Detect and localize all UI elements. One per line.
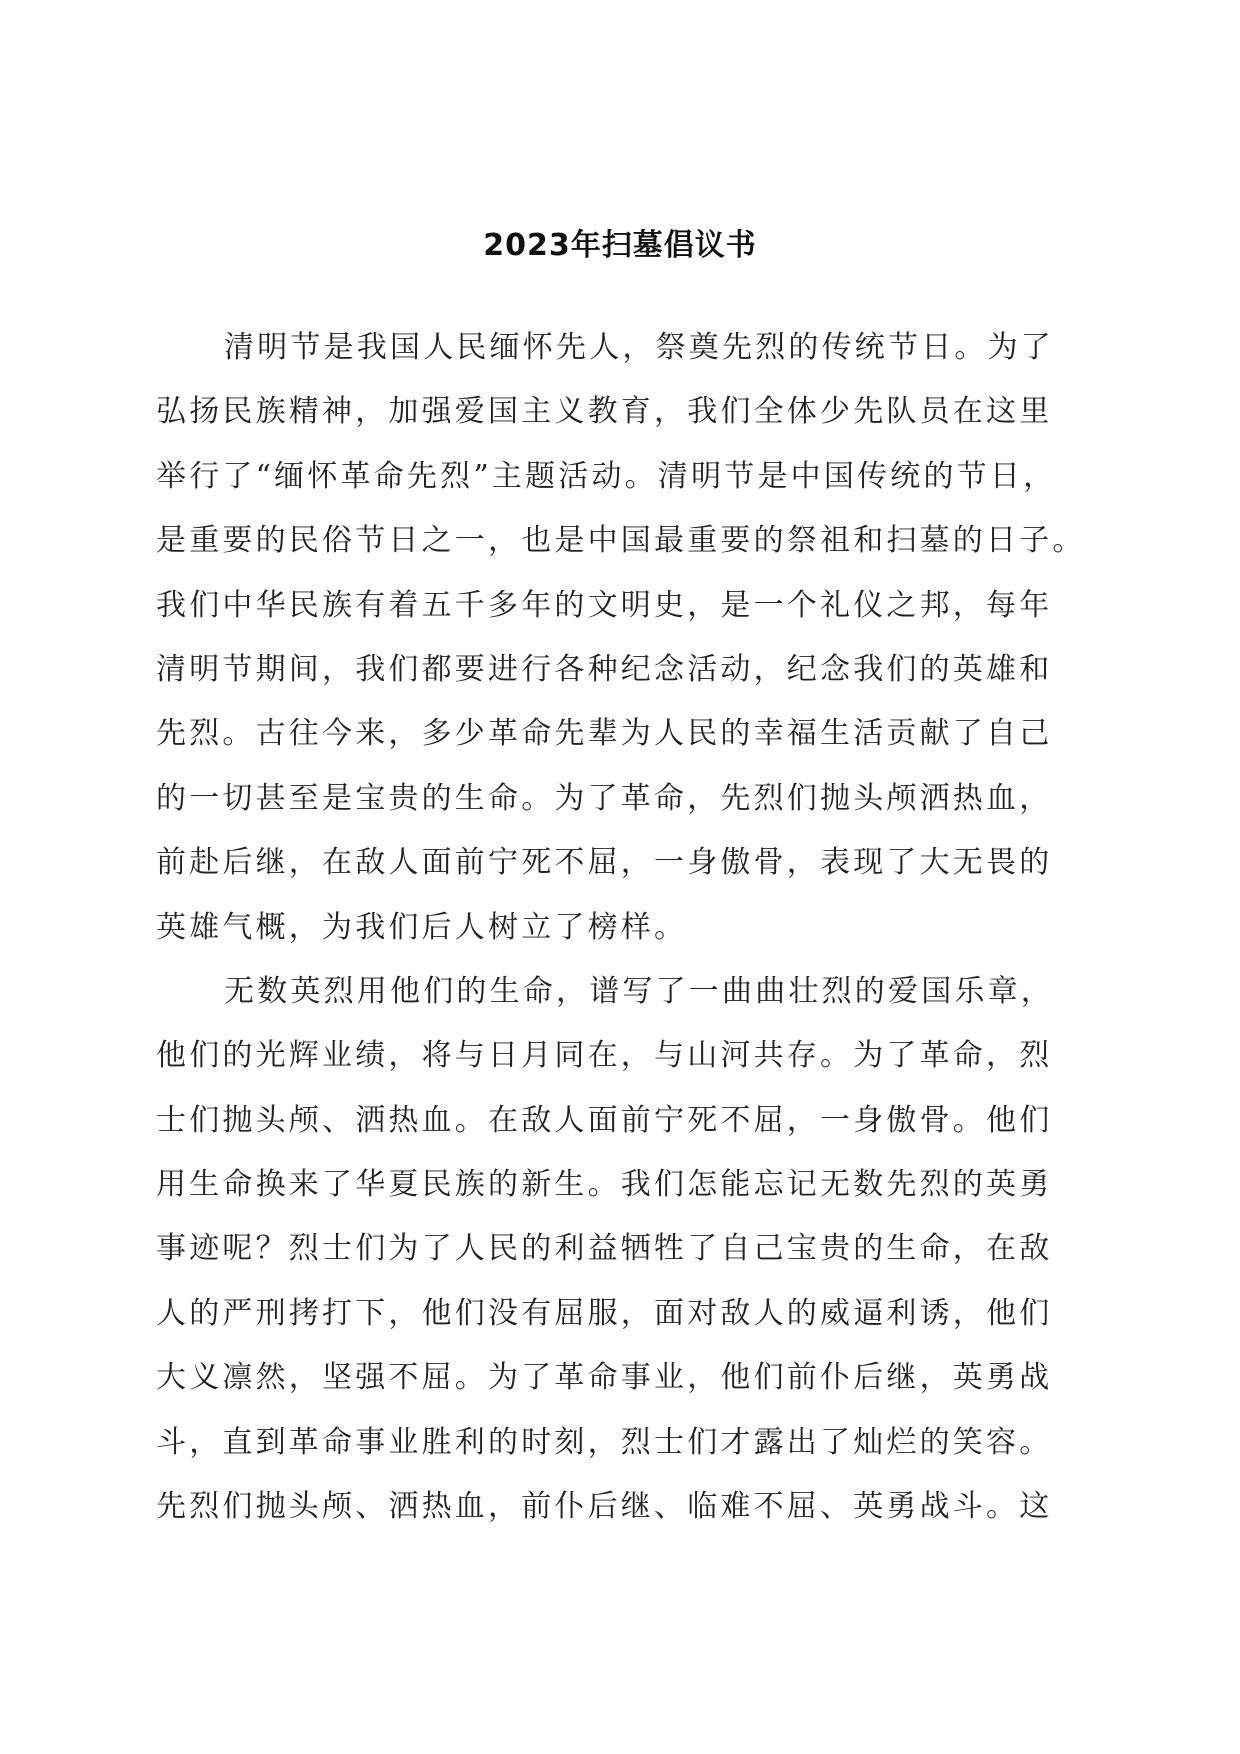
paragraph-1-line: 清明节期间，我们都要进行各种纪念活动，纪念我们的英雄和: [156, 651, 1053, 687]
paragraph-1-line: 的一切甚至是宝贵的生命。为了革命，先烈们抛头颅洒热血，: [156, 780, 1053, 816]
paragraph-1-line: 我们中华民族有着五千多年的文明史，是一个礼仪之邦，每年: [156, 587, 1053, 623]
paragraph-1-line: 弘扬民族精神，加强爱国主义教育，我们全体少先队员在这里: [156, 394, 1053, 430]
paragraph-1-line: 前赴后继，在敌人面前宁死不屈，一身傲骨，表现了大无畏的: [156, 845, 1053, 881]
document-body: [156, 316, 1086, 1539]
paragraph-2-line: 先烈们抛头颅、洒热血，前仆后继、临难不屈、英勇战斗。这: [156, 1489, 1053, 1525]
paragraph-2-line: 人的严刑拷打下，他们没有屈服，面对敌人的威逼利诱，他们: [156, 1295, 1053, 1331]
paragraph-2-line: 事迹呢？烈士们为了人民的利益牺牲了自己宝贵的生命，在敌: [156, 1231, 1053, 1267]
paragraph-1-line: 举行了“缅怀革命先烈”主题活动。清明节是中国传统的节日，: [156, 458, 1057, 494]
paragraph-2-line: 士们抛头颅、洒热血。在敌人面前宁死不屈，一身傲骨。他们: [156, 1102, 1053, 1138]
paragraph-1-line: 是重要的民俗节日之一，也是中国最重要的祭祖和扫墓的日子。: [156, 523, 1086, 559]
paragraph-2-line: 大义凛然，坚强不屈。为了革命事业，他们前仆后继，英勇战: [156, 1360, 1053, 1396]
paragraph-2-line: 用生命换来了华夏民族的新生。我们怎能忘记无数先烈的英勇: [156, 1167, 1053, 1203]
document-title: 2023年扫墓倡议书: [483, 228, 757, 263]
paragraph-2-line: 他们的光辉业绩，将与日月同在，与山河共存。为了革命，烈: [156, 1038, 1053, 1074]
paragraph-1-line: 清明节是我国人民缅怀先人，祭奠先烈的传统节日。为了: [224, 330, 1054, 365]
paragraph-2-line: 无数英烈用他们的生命，谱写了一曲曲壮烈的爱国乐章，: [224, 973, 1054, 1009]
paragraph-2-line: 斗，直到革命事业胜利的时刻，烈士们才露出了灿烂的笑容。: [156, 1424, 1053, 1460]
paragraph-1-line: 英雄气概，为我们后人树立了榜样。: [156, 909, 688, 945]
paragraph-1-line: 先烈。古往今来，多少革命先辈为人民的幸福生活贡献了自己: [156, 716, 1053, 752]
